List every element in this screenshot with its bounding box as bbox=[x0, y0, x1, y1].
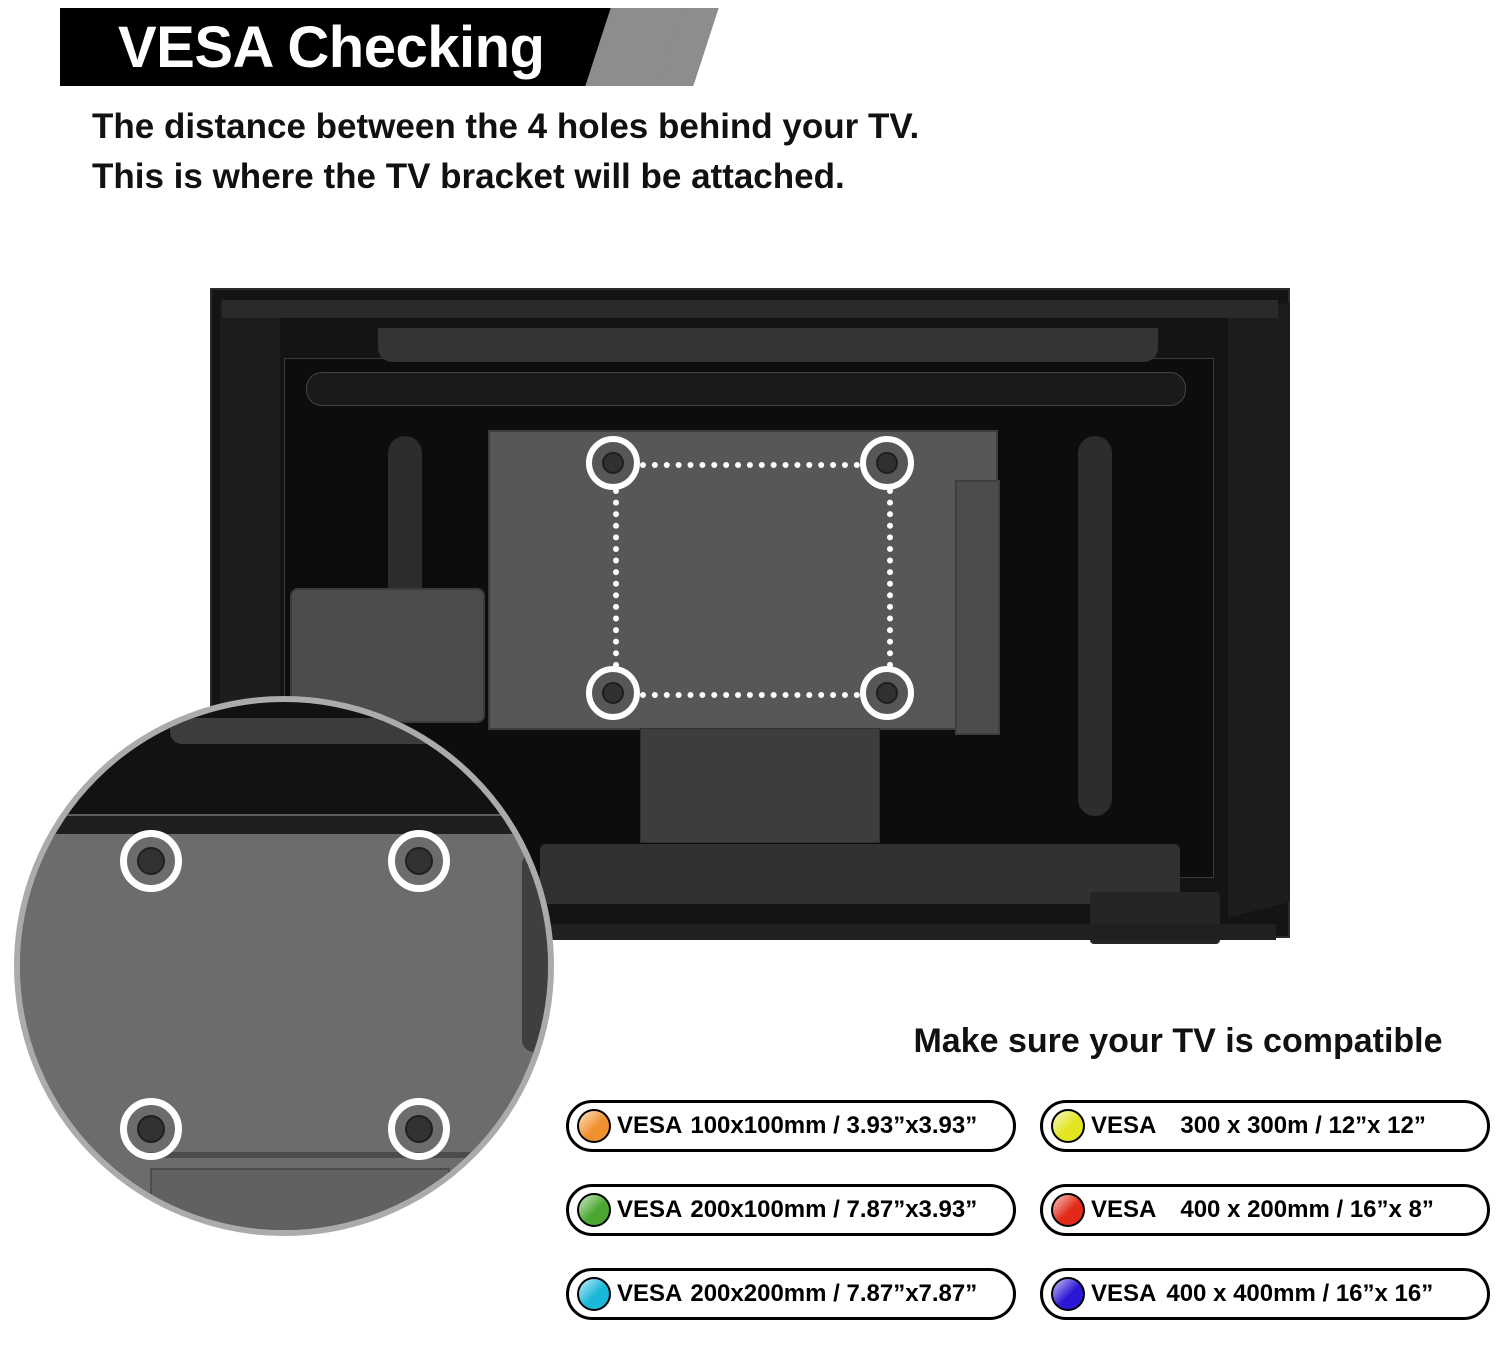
vesa-label: VESA bbox=[617, 1112, 683, 1139]
vesa-label: VESA bbox=[1091, 1112, 1157, 1139]
color-dot-icon bbox=[1051, 1109, 1085, 1143]
magnifier-lower-housing bbox=[150, 1168, 450, 1236]
magnified-vesa-hole-bottom-right bbox=[388, 1098, 450, 1160]
tv-bevel-top bbox=[222, 300, 1278, 318]
screw-icon bbox=[405, 847, 433, 875]
screw-icon bbox=[602, 682, 624, 704]
screw-icon bbox=[876, 682, 898, 704]
magnifier-top-tab bbox=[170, 718, 440, 744]
tv-vent-bar bbox=[306, 372, 1186, 406]
vesa-value: 400 x 200mm / 16”x 8” bbox=[1180, 1196, 1434, 1223]
subtitle-line-2: This is where the TV bracket will be attached. bbox=[92, 157, 845, 196]
vesa-value: 200x200mm / 7.87”x7.87” bbox=[690, 1280, 978, 1307]
magnified-vesa-hole-top-right bbox=[388, 830, 450, 892]
magnifier-circle bbox=[14, 696, 554, 1236]
tv-mount-plate-side bbox=[955, 480, 1000, 735]
vesa-hole-top-left bbox=[586, 436, 640, 490]
screw-icon bbox=[137, 847, 165, 875]
tv-lower-housing bbox=[640, 728, 880, 843]
screw-icon bbox=[602, 452, 624, 474]
vesa-size-list bbox=[566, 1100, 1490, 1330]
vesa-value: 100x100mm / 3.93”x3.93” bbox=[690, 1112, 978, 1139]
tv-bevel-right bbox=[1228, 302, 1290, 917]
page-title: VESA Checking bbox=[118, 15, 545, 80]
vesa-option-300x300[interactable] bbox=[1040, 1100, 1490, 1152]
vesa-option-200x100[interactable] bbox=[566, 1184, 1016, 1236]
vesa-hole-bottom-left bbox=[586, 666, 640, 720]
tv-base-bar bbox=[540, 844, 1180, 904]
subtitle-line-1: The distance between the 4 holes behind your TV. bbox=[92, 107, 920, 146]
magnified-vesa-hole-top-left bbox=[120, 830, 182, 892]
screw-icon bbox=[137, 1115, 165, 1143]
vesa-dotted-line-top bbox=[640, 462, 860, 468]
vesa-dotted-line-bottom bbox=[640, 692, 860, 698]
vesa-option-400x400[interactable] bbox=[1040, 1268, 1490, 1320]
vesa-label: VESA bbox=[1091, 1280, 1157, 1307]
vesa-dotted-line-right bbox=[887, 488, 893, 668]
compatibility-heading: Make sure your TV is compatible bbox=[913, 1022, 1443, 1060]
tv-vesa-mount-plate bbox=[488, 430, 998, 730]
screw-icon bbox=[876, 452, 898, 474]
magnifier-side-slot bbox=[522, 852, 548, 1052]
vesa-option-200x200[interactable] bbox=[566, 1268, 1016, 1320]
vesa-label: VESA bbox=[617, 1196, 683, 1223]
vesa-hole-top-right bbox=[860, 436, 914, 490]
color-dot-icon bbox=[577, 1277, 611, 1311]
color-dot-icon bbox=[1051, 1193, 1085, 1227]
vesa-option-400x200[interactable] bbox=[1040, 1184, 1490, 1236]
subtitle-block bbox=[92, 102, 1092, 202]
header-banner bbox=[60, 8, 720, 86]
vesa-dotted-line-left bbox=[613, 488, 619, 668]
magnified-vesa-hole-bottom-left bbox=[120, 1098, 182, 1160]
vesa-value: 200x100mm / 7.87”x3.93” bbox=[690, 1196, 978, 1223]
color-dot-icon bbox=[1051, 1277, 1085, 1311]
screw-icon bbox=[405, 1115, 433, 1143]
vesa-label: VESA bbox=[617, 1280, 683, 1307]
vesa-hole-bottom-right bbox=[860, 666, 914, 720]
tv-slot-right bbox=[1078, 436, 1112, 816]
color-dot-icon bbox=[577, 1193, 611, 1227]
vesa-option-100x100[interactable] bbox=[566, 1100, 1016, 1152]
vesa-label: VESA bbox=[1091, 1196, 1157, 1223]
vesa-value: 400 x 400mm / 16”x 16” bbox=[1166, 1280, 1434, 1307]
tv-top-tab bbox=[378, 328, 1158, 362]
color-dot-icon bbox=[577, 1109, 611, 1143]
vesa-value: 300 x 300m / 12”x 12” bbox=[1180, 1112, 1426, 1139]
